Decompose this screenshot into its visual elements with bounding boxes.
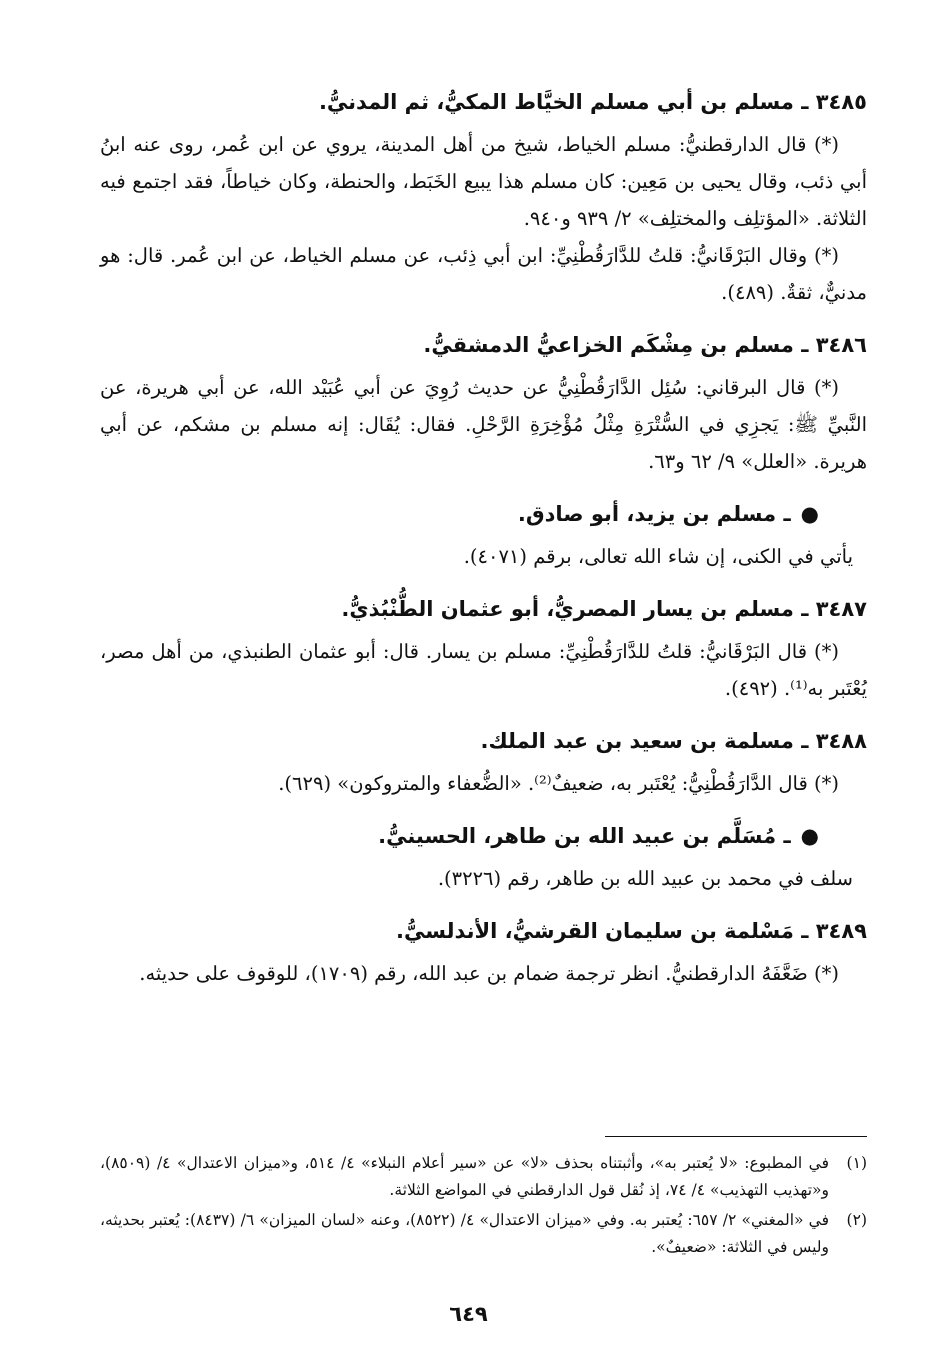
entry-paragraph: (*) قال الدارقطنيُّ: مسلم الخياط، شيخ من أهل المدينة، يروي عن ابن عُمر، روى عنه ابنُ أبي ذئب، وقال يحيى بن مَعِين: كان مسلم هذا يبيع الخَبَط، والحنطة، وكان خياطاً، فقد اجتمع فيه الثلاثة. «المؤتلِف والمختلِف» ٢/ ٩٣٩ و٩٤٠.: [100, 133, 867, 230]
bullet-icon: ●: [800, 502, 819, 526]
entry-heading: ٣٤٨٥ ـ مسلم بن أبي مسلم الخيَّاط المكيُّ، ثم المدنيُّ.: [318, 90, 867, 114]
entry-heading: [100, 816, 867, 856]
entry-paragraph: يأتي في الكنى، إن شاء الله تعالى، برقم (٤٠٧١).: [463, 545, 853, 568]
main-text: [100, 82, 867, 1006]
entry-paragraph: سلف في محمد بن عبيد الله بن طاهر، رقم (٣٢٢٦).: [437, 867, 853, 890]
entry-3486: [100, 325, 867, 480]
entry-heading-text: ـ مُسَلَّم بن عبيد الله بن طاهر، الحسينيُّ.: [378, 824, 791, 848]
footnote-divider: [605, 1136, 867, 1137]
entry-paragraph: (*) وقال البَرْقَانيُّ: قلتُ للدَّارَقُطْنِيِّ: ابن أبي ذِئب، عن مسلم الخياط، عن ابن عُمر. قال: هو مدنيٌّ، ثقةٌ. (٤٨٩).: [100, 244, 867, 304]
entry-heading: ٣٤٨٦ ـ مسلم بن مِشْكَم الخزاعيُّ الدمشقيُّ.: [423, 333, 867, 357]
entry-heading: [100, 494, 867, 534]
entry-3489: [100, 911, 867, 992]
footnote-text: في «المغني» ٢/ ٦٥٧: يُعتبر به. وفي «ميزان الاعتدال» ٤/ (٨٥٢٢)، وعنه «لسان الميزان» ٦/ (٨٤٣٧): يُعتبر بحديثه، وليس في الثلاثة: «ضعيفٌ».: [100, 1211, 829, 1256]
entry-heading: ٣٤٨٨ ـ مسلمة بن سعيد بن عبد الملك.: [480, 729, 867, 753]
entry-paragraph: (*) قال البرقاني: سُئِل الدَّارَقُطْنِيُّ عن حديث رُوِيَ عن أبي عُبَيْد الله، عن أبي هريرة، عن النَّبيِّ ﷺ: يَجزِي في السُّتْرَةِ مِثْلُ مُؤْخِرَةِ الرَّحْلِ. فقال: يُقَال: إنه مسلم بن مشكم، عن أبي هريرة. «العلل» ٩/ ٦٢ و٦٣.: [100, 376, 867, 473]
page-number: ٦٤٩: [449, 1302, 488, 1326]
entry-cross-ref-musallam: [100, 816, 867, 897]
entry-paragraph: (*) ضَعَّفَهُ الدارقطنيُّ. انظر ترجمة ضمام بن عبد الله، رقم (١٧٠٩)، للوقوف على حديثه.: [139, 962, 839, 985]
entry-heading-text: ـ مسلم بن يزيد، أبو صادق.: [517, 502, 791, 526]
entry-cross-ref-abu-sadiq: [100, 494, 867, 575]
footnote-text: في المطبوع: «لا يُعتبر به»، وأثبتناه بحذف «لا» عن «سير أعلام النبلاء» ٤/ ٥١٤، و«ميزان الاعتدال» ٤/ (٨٥٠٩)، و«تهذيب التهذيب» ٤/ ٧٤، إذ نُقل قول الدارقطني في المواضع الثلاثة.: [100, 1154, 829, 1199]
entry-paragraph: (*) قال البَرْقَانيُّ: قلتُ للدَّارَقُطْنِيِّ: مسلم بن يسار. قال: أبو عثمان الطنبذي، من أهل مصر، يُعْتَبر به⁽¹⁾. (٤٩٢).: [100, 640, 867, 700]
entry-3487: [100, 589, 867, 707]
entry-heading: ٣٤٨٩ ـ مَسْلمة بن سليمان القرشيُّ، الأندلسيُّ.: [395, 919, 867, 943]
footnote-number: (٢): [846, 1211, 867, 1229]
entry-3485: [100, 82, 867, 311]
entry-paragraph: (*) قال الدَّارَقُطْنِيُّ: يُعْتَبر به، ضعيفٌ⁽²⁾. «الضُّعفاء والمتروكون» (٦٢٩).: [278, 772, 839, 795]
footnote-number: (١): [846, 1154, 867, 1172]
footnotes: [100, 1150, 867, 1264]
footnote-1: [100, 1150, 867, 1204]
bullet-icon: ●: [800, 824, 819, 848]
entry-heading: ٣٤٨٧ ـ مسلم بن يسار المصريُّ، أبو عثمان الطُّنْبُذيُّ.: [341, 597, 867, 621]
footnote-2: [100, 1207, 867, 1261]
entry-3488: [100, 721, 867, 802]
